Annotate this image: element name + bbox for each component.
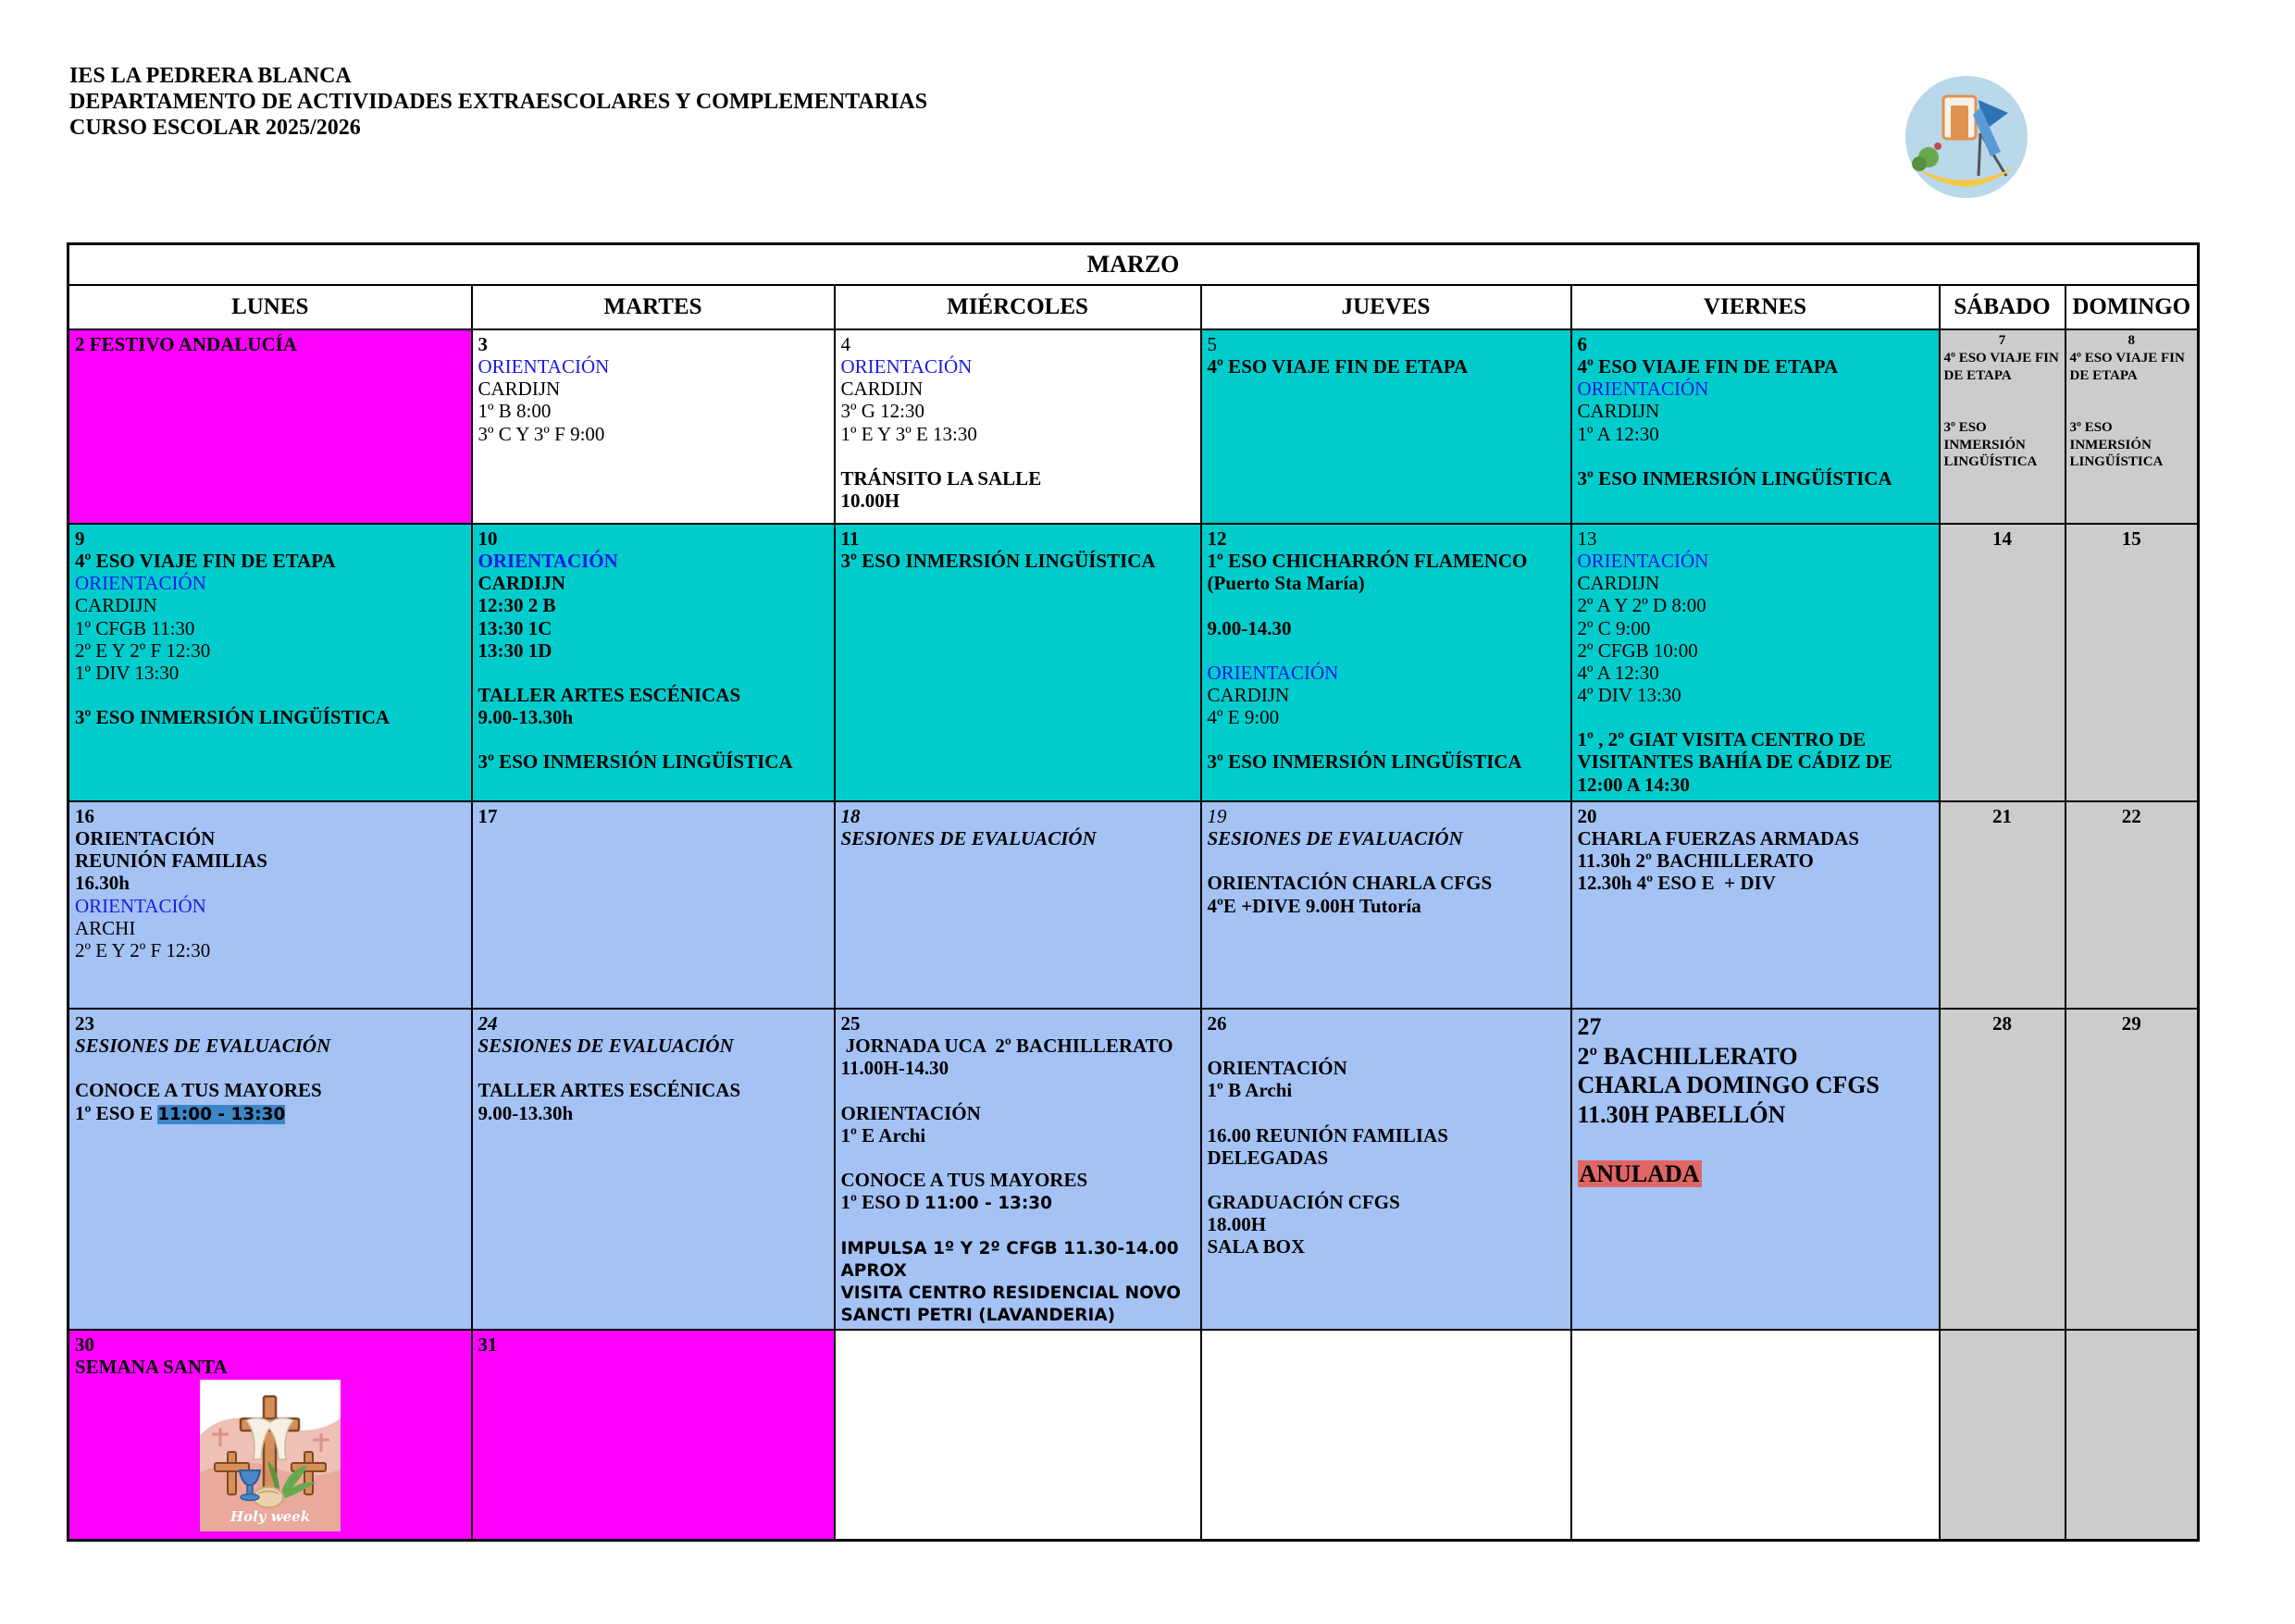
- calendar-cell: [835, 1330, 1201, 1541]
- cell-text-line: 3º ESO INMERSIÓN LINGÜÍSTICA: [1577, 466, 1892, 490]
- cell-text-line: 24: [478, 1012, 498, 1035]
- calendar-cell: [2066, 524, 2199, 801]
- cell-text-line: 17: [478, 805, 498, 827]
- cell-text-line: 9.00-14.30: [1207, 616, 1292, 639]
- cell-text-line: CHARLA DOMINGO CFGS: [1577, 1072, 1879, 1099]
- cell-text-line: ORIENTACIÓN: [1577, 378, 1709, 401]
- calendar-cell: [1201, 1009, 1571, 1330]
- cell-text-line: TRÁNSITO LA SALLE: [840, 466, 1042, 490]
- cell-text-line: 13:30 1D: [478, 638, 552, 662]
- day-header: LUNES: [68, 285, 472, 329]
- calendar-cell: [472, 1009, 835, 1330]
- header-line-department: DEPARTAMENTO DE ACTIVIDADES EXTRAESCOLARES Y COMPLEMENTARIAS: [69, 90, 928, 114]
- calendar-cell: [472, 329, 835, 524]
- cell-text-line: 4º ESO VIAJE FIN DE ETAPA: [1943, 350, 2063, 383]
- cell-text-line: CARDIJN: [840, 378, 924, 401]
- cell-text-line: 29: [2121, 1012, 2141, 1035]
- cell-text-line: 7: [1998, 333, 2006, 348]
- cell-text-line: 3º ESO INMERSIÓN LINGÜÍSTICA: [478, 750, 793, 774]
- cell-text-line: 12.30h 4º ESO E + DIV: [1577, 872, 1776, 895]
- cell-text-line: 4ºE +DIVE 9.00H Tutoría: [1207, 894, 1421, 917]
- day-header: SÁBADO: [1940, 285, 2066, 329]
- cell-text-line: [75, 1057, 465, 1079]
- cell-text-line: [841, 1079, 1195, 1101]
- calendar-cell: [1201, 329, 1571, 524]
- cell-text-line: 1º B 8:00: [478, 400, 552, 423]
- calendar-cell: [1571, 1330, 1940, 1541]
- cell-text-line: ARCHI: [75, 916, 136, 939]
- cell-text-line: [841, 445, 1195, 467]
- cell-text-line: 3º C Y 3º F 9:00: [478, 422, 605, 445]
- calendar-cell: [68, 1330, 472, 1541]
- day-header: VIERNES: [1571, 285, 1940, 329]
- cell-text-line: 4º E 9:00: [1207, 706, 1280, 729]
- cell-text-line: SESIONES DE EVALUACIÓN: [478, 1035, 734, 1058]
- cell-text-line: 11.00H-14.30: [840, 1057, 949, 1080]
- month-title-row: [68, 244, 2199, 286]
- calendar-cell: [1571, 801, 1940, 1009]
- cell-text-line: ORIENTACIÓN CHARLA CFGS: [1207, 872, 1493, 895]
- cell-text-line: 25: [840, 1012, 861, 1035]
- cell-text-line: 16.30h: [75, 872, 130, 895]
- calendar-cell: [1940, 1009, 2066, 1330]
- cell-text-line: 2º BACHILLERATO: [1577, 1042, 1798, 1070]
- cell-text-line: ORIENTACIÓN: [840, 1101, 981, 1124]
- cell-text-line: [1208, 1102, 1565, 1124]
- cell-text-line: 1º ESO CHICHARRÓN FLAMENCO: [1207, 550, 1528, 573]
- cell-text-line: 18.00H: [1207, 1213, 1267, 1236]
- cell-text-line: [2070, 402, 2194, 419]
- calendar-cell: [2066, 1009, 2199, 1330]
- cell-text-line: 2º CFGB 10:00: [1577, 638, 1698, 662]
- cell-text-line: [1208, 849, 1565, 872]
- cell-text-line: 26: [1207, 1012, 1227, 1035]
- document-header: [69, 63, 927, 141]
- cell-text-line: 4º ESO VIAJE FIN DE ETAPA: [1577, 355, 1839, 378]
- cell-text-line: 4º A 12:30: [1577, 661, 1659, 684]
- cell-text-line: 3º ESO INMERSIÓN LINGÜÍSTICA: [2069, 419, 2164, 470]
- cell-text-line: 12:30 2 B: [478, 594, 556, 617]
- cell-text-line: 9: [75, 527, 85, 550]
- cell-text-line: 4º ESO VIAJE FIN DE ETAPA: [2069, 350, 2189, 383]
- cell-text-line: 11.30H PABELLÓN: [1577, 1101, 1786, 1129]
- day-header: MARTES: [472, 285, 835, 329]
- calendar-cell: [472, 1330, 835, 1541]
- calendar-cell: [1571, 1009, 1940, 1330]
- cell-text-line: 1º B Archi: [1207, 1079, 1293, 1102]
- cell-text-line: ORIENTACIÓN: [1207, 1057, 1347, 1080]
- cell-text-line: DELEGADAS: [1207, 1146, 1329, 1169]
- cell-text-line: 10.00H: [840, 489, 900, 512]
- cell-text-line: 1º E Archi: [840, 1123, 926, 1147]
- cell-text-line: ORIENTACIÓN: [75, 572, 206, 595]
- cell-text-line: SESIONES DE EVALUACIÓN: [840, 827, 1097, 850]
- cell-text-line: ORIENTACIÓN: [1207, 661, 1339, 684]
- cell-text-line: ORIENTACIÓN: [478, 550, 618, 573]
- calendar-cell: [835, 1009, 1201, 1330]
- calendar-cell: [835, 524, 1201, 801]
- calendar-cell: [2066, 801, 2199, 1009]
- calendar-cell: [1201, 524, 1571, 801]
- cell-text-line: [1578, 706, 1933, 728]
- cell-text-line: 3º ESO INMERSIÓN LINGÜÍSTICA: [840, 550, 1156, 573]
- week-row: [68, 801, 2199, 1009]
- cell-text-line: ORIENTACIÓN: [1577, 550, 1709, 573]
- holy-week-caption: Holy week: [230, 1507, 310, 1525]
- cell-text-line: SEMANA SANTA: [75, 1355, 228, 1378]
- cell-text-line: 20: [1577, 805, 1597, 827]
- holy-week-image-wrap: [75, 1380, 465, 1536]
- cell-text-line: SESIONES DE EVALUACIÓN: [1207, 827, 1463, 850]
- cell-text-line: [478, 662, 828, 684]
- cell-text-line: TALLER ARTES ESCÉNICAS: [478, 1079, 741, 1102]
- cell-text-line: [1578, 445, 1933, 467]
- cell-text-line: JORNADA UCA 2º BACHILLERATO: [840, 1035, 1173, 1058]
- cell-text-line: [75, 684, 465, 706]
- cell-text-line: [1944, 384, 2061, 402]
- cell-text-line: 4: [840, 333, 850, 355]
- day-header: DOMINGO: [2066, 285, 2199, 329]
- calendar-table: [67, 242, 2200, 1542]
- cell-text-line: CARDIJN: [75, 594, 157, 617]
- cell-text-line: ORIENTACIÓN: [840, 355, 973, 378]
- cell-text-line: 3º ESO INMERSIÓN LINGÜÍSTICA: [1207, 750, 1522, 774]
- cell-text-line: 18: [840, 805, 861, 827]
- cell-text-line: 15: [2121, 527, 2141, 550]
- calendar-cell: [2066, 329, 2199, 524]
- week-row: [68, 1330, 2199, 1541]
- cell-text-line: 1º E Y 3º E 13:30: [840, 422, 977, 445]
- calendar-cell: [68, 329, 472, 524]
- cell-text-line: 16.00 REUNIÓN FAMILIAS: [1207, 1123, 1448, 1147]
- cell-text-line: 13:30 1C: [478, 616, 552, 639]
- cell-text-line: 22: [2121, 805, 2141, 827]
- cell-text-line: SESIONES DE EVALUACIÓN: [75, 1035, 331, 1058]
- cell-text-line: 2º C 9:00: [1577, 616, 1651, 639]
- cell-text-line: CARDIJN: [1577, 572, 1660, 595]
- cell-text-line: [1578, 1130, 1933, 1159]
- cell-text-line: [1208, 1169, 1565, 1191]
- cell-text-line: CARDIJN: [1577, 400, 1660, 423]
- cell-text-line: 1º A 12:30: [1577, 422, 1659, 445]
- cell-text-line: 6: [1577, 333, 1587, 355]
- cell-text-line: 4º ESO VIAJE FIN DE ETAPA: [1207, 355, 1469, 378]
- cell-text-line: 11: [840, 527, 860, 550]
- calendar-cell: [1940, 524, 2066, 801]
- cell-text-line: 19: [1207, 805, 1227, 827]
- header-line-course: CURSO ESCOLAR 2025/2026: [69, 116, 361, 140]
- cell-text-line: CHARLA FUERZAS ARMADAS: [1577, 827, 1860, 850]
- calendar-cell: [1940, 1330, 2066, 1541]
- cell-text-line: CARDIJN: [478, 378, 561, 401]
- cell-text-line: 31: [478, 1333, 498, 1356]
- calendar-cell: [68, 524, 472, 801]
- cell-text-line: [1208, 728, 1565, 750]
- cell-text-line: 3º ESO INMERSIÓN LINGÜÍSTICA: [1943, 419, 2038, 470]
- cell-text-line: VISITA CENTRO RESIDENCIAL NOVO SANCTI PETRI (LAVANDERIA): [840, 1283, 1187, 1326]
- calendar-cell: [1571, 329, 1940, 524]
- school-logo: [1888, 61, 2045, 218]
- cell-text-line: 1º ESO E 11:00 - 13:30: [75, 1101, 286, 1124]
- cell-text-line: ANULADA: [1579, 1159, 1700, 1187]
- cell-text-line: ORIENTACIÓN: [75, 827, 216, 850]
- cell-text-line: 3: [478, 333, 488, 355]
- cell-text-line: [478, 728, 828, 750]
- cell-text-line: 3º ESO INMERSIÓN LINGÜÍSTICA: [75, 706, 391, 729]
- cell-text-line: 3º G 12:30: [840, 400, 925, 423]
- cell-text-line: 1º , 2º GIAT VISITA CENTRO DE VISITANTES BAHÍA DE CÁDIZ DE 12:00 A 14:30: [1577, 728, 1898, 796]
- month-title: MARZO: [68, 244, 2199, 286]
- cell-text-line: 4º ESO VIAJE FIN DE ETAPA: [75, 550, 336, 573]
- cell-text-line: 2 FESTIVO ANDALUCÍA: [75, 333, 297, 355]
- calendar-cell: [835, 329, 1201, 524]
- day-header: MIÉRCOLES: [835, 285, 1201, 329]
- cell-text-line: 9.00-13.30h: [478, 706, 574, 729]
- cell-text-line: CONOCE A TUS MAYORES: [75, 1079, 322, 1102]
- calendar-cell: [472, 801, 835, 1009]
- calendar-cell: [835, 801, 1201, 1009]
- cell-text-line: 12: [1207, 527, 1227, 550]
- cell-text-line: 2º E Y 2º F 12:30: [75, 638, 211, 662]
- cell-text-line: 10: [478, 527, 498, 550]
- cell-text-line: 1º CFGB 11:30: [75, 616, 195, 639]
- cell-text-line: REUNIÓN FAMILIAS: [75, 849, 267, 873]
- cell-text-line: [2070, 384, 2194, 402]
- cell-text-line: 4º DIV 13:30: [1577, 683, 1681, 706]
- day-header-row: [68, 285, 2199, 329]
- calendar-cell: [1571, 524, 1940, 801]
- cell-text-line: [1944, 402, 2061, 419]
- cell-text-line: GRADUACIÓN CFGS: [1207, 1191, 1400, 1214]
- cell-text-line: [1208, 1035, 1565, 1057]
- cell-text-line: 16: [75, 805, 94, 827]
- day-header: JUEVES: [1201, 285, 1571, 329]
- cell-text-line: 27: [1577, 1013, 1602, 1040]
- cell-text-line: 2º A Y 2º D 8:00: [1577, 594, 1706, 617]
- school-logo-icon: [1888, 61, 2045, 218]
- holy-week-image: [200, 1380, 341, 1531]
- cell-text-line: 23: [75, 1012, 94, 1035]
- calendar-cell: [472, 524, 835, 801]
- cell-text-line: [1208, 594, 1565, 616]
- cell-text-line: ORIENTACIÓN: [75, 894, 206, 917]
- cell-text-line: [1208, 639, 1565, 662]
- cell-text-line: 8: [2128, 333, 2135, 348]
- cell-text-line: 1º ESO D 11:00 - 13:30: [840, 1191, 1052, 1214]
- calendar-cell: [1201, 801, 1571, 1009]
- cell-text-line: 2º E Y 2º F 12:30: [75, 938, 211, 961]
- cell-text-line: CONOCE A TUS MAYORES: [840, 1168, 1088, 1191]
- cell-text-line: IMPULSA 1º Y 2º CFGB 11.30-14.00 APROX: [840, 1238, 1185, 1281]
- cell-text-line: 11.30h 2º BACHILLERATO: [1577, 849, 1814, 873]
- calendar-cell: [1201, 1330, 1571, 1541]
- cell-text-line: SALA BOX: [1207, 1235, 1306, 1258]
- cell-text-line: [841, 1147, 1195, 1169]
- week-row: [68, 329, 2199, 524]
- cell-text-line: 14: [1992, 527, 2012, 550]
- cell-text-line: 13: [1577, 527, 1597, 550]
- cell-text-line: 21: [1992, 805, 2012, 827]
- cell-text-line: CARDIJN: [1207, 683, 1290, 706]
- cell-text-line: 5: [1207, 333, 1217, 355]
- calendar-cell: [1940, 329, 2066, 524]
- calendar-cell: [2066, 1330, 2199, 1541]
- calendar-body: [68, 329, 2199, 1540]
- calendar-cell: [1940, 801, 2066, 1009]
- calendar-cell: [68, 801, 472, 1009]
- cell-text-line: ORIENTACIÓN: [478, 355, 610, 378]
- week-row: [68, 524, 2199, 801]
- header-line-school: IES LA PEDRERA BLANCA: [69, 64, 352, 88]
- cell-text-line: 30: [75, 1333, 94, 1356]
- cell-text-line: (Puerto Sta María): [1207, 572, 1365, 595]
- cell-text-line: 9.00-13.30h: [478, 1101, 574, 1124]
- calendar-cell: [68, 1009, 472, 1330]
- cell-text-line: [841, 1213, 1195, 1235]
- cell-text-line: [478, 1057, 828, 1079]
- cell-text-line: 28: [1992, 1012, 2012, 1035]
- cell-text-line: 1º DIV 13:30: [75, 661, 180, 684]
- cell-text-line: TALLER ARTES ESCÉNICAS: [478, 683, 741, 706]
- cell-text-line: CARDIJN: [478, 572, 565, 595]
- week-row: [68, 1009, 2199, 1330]
